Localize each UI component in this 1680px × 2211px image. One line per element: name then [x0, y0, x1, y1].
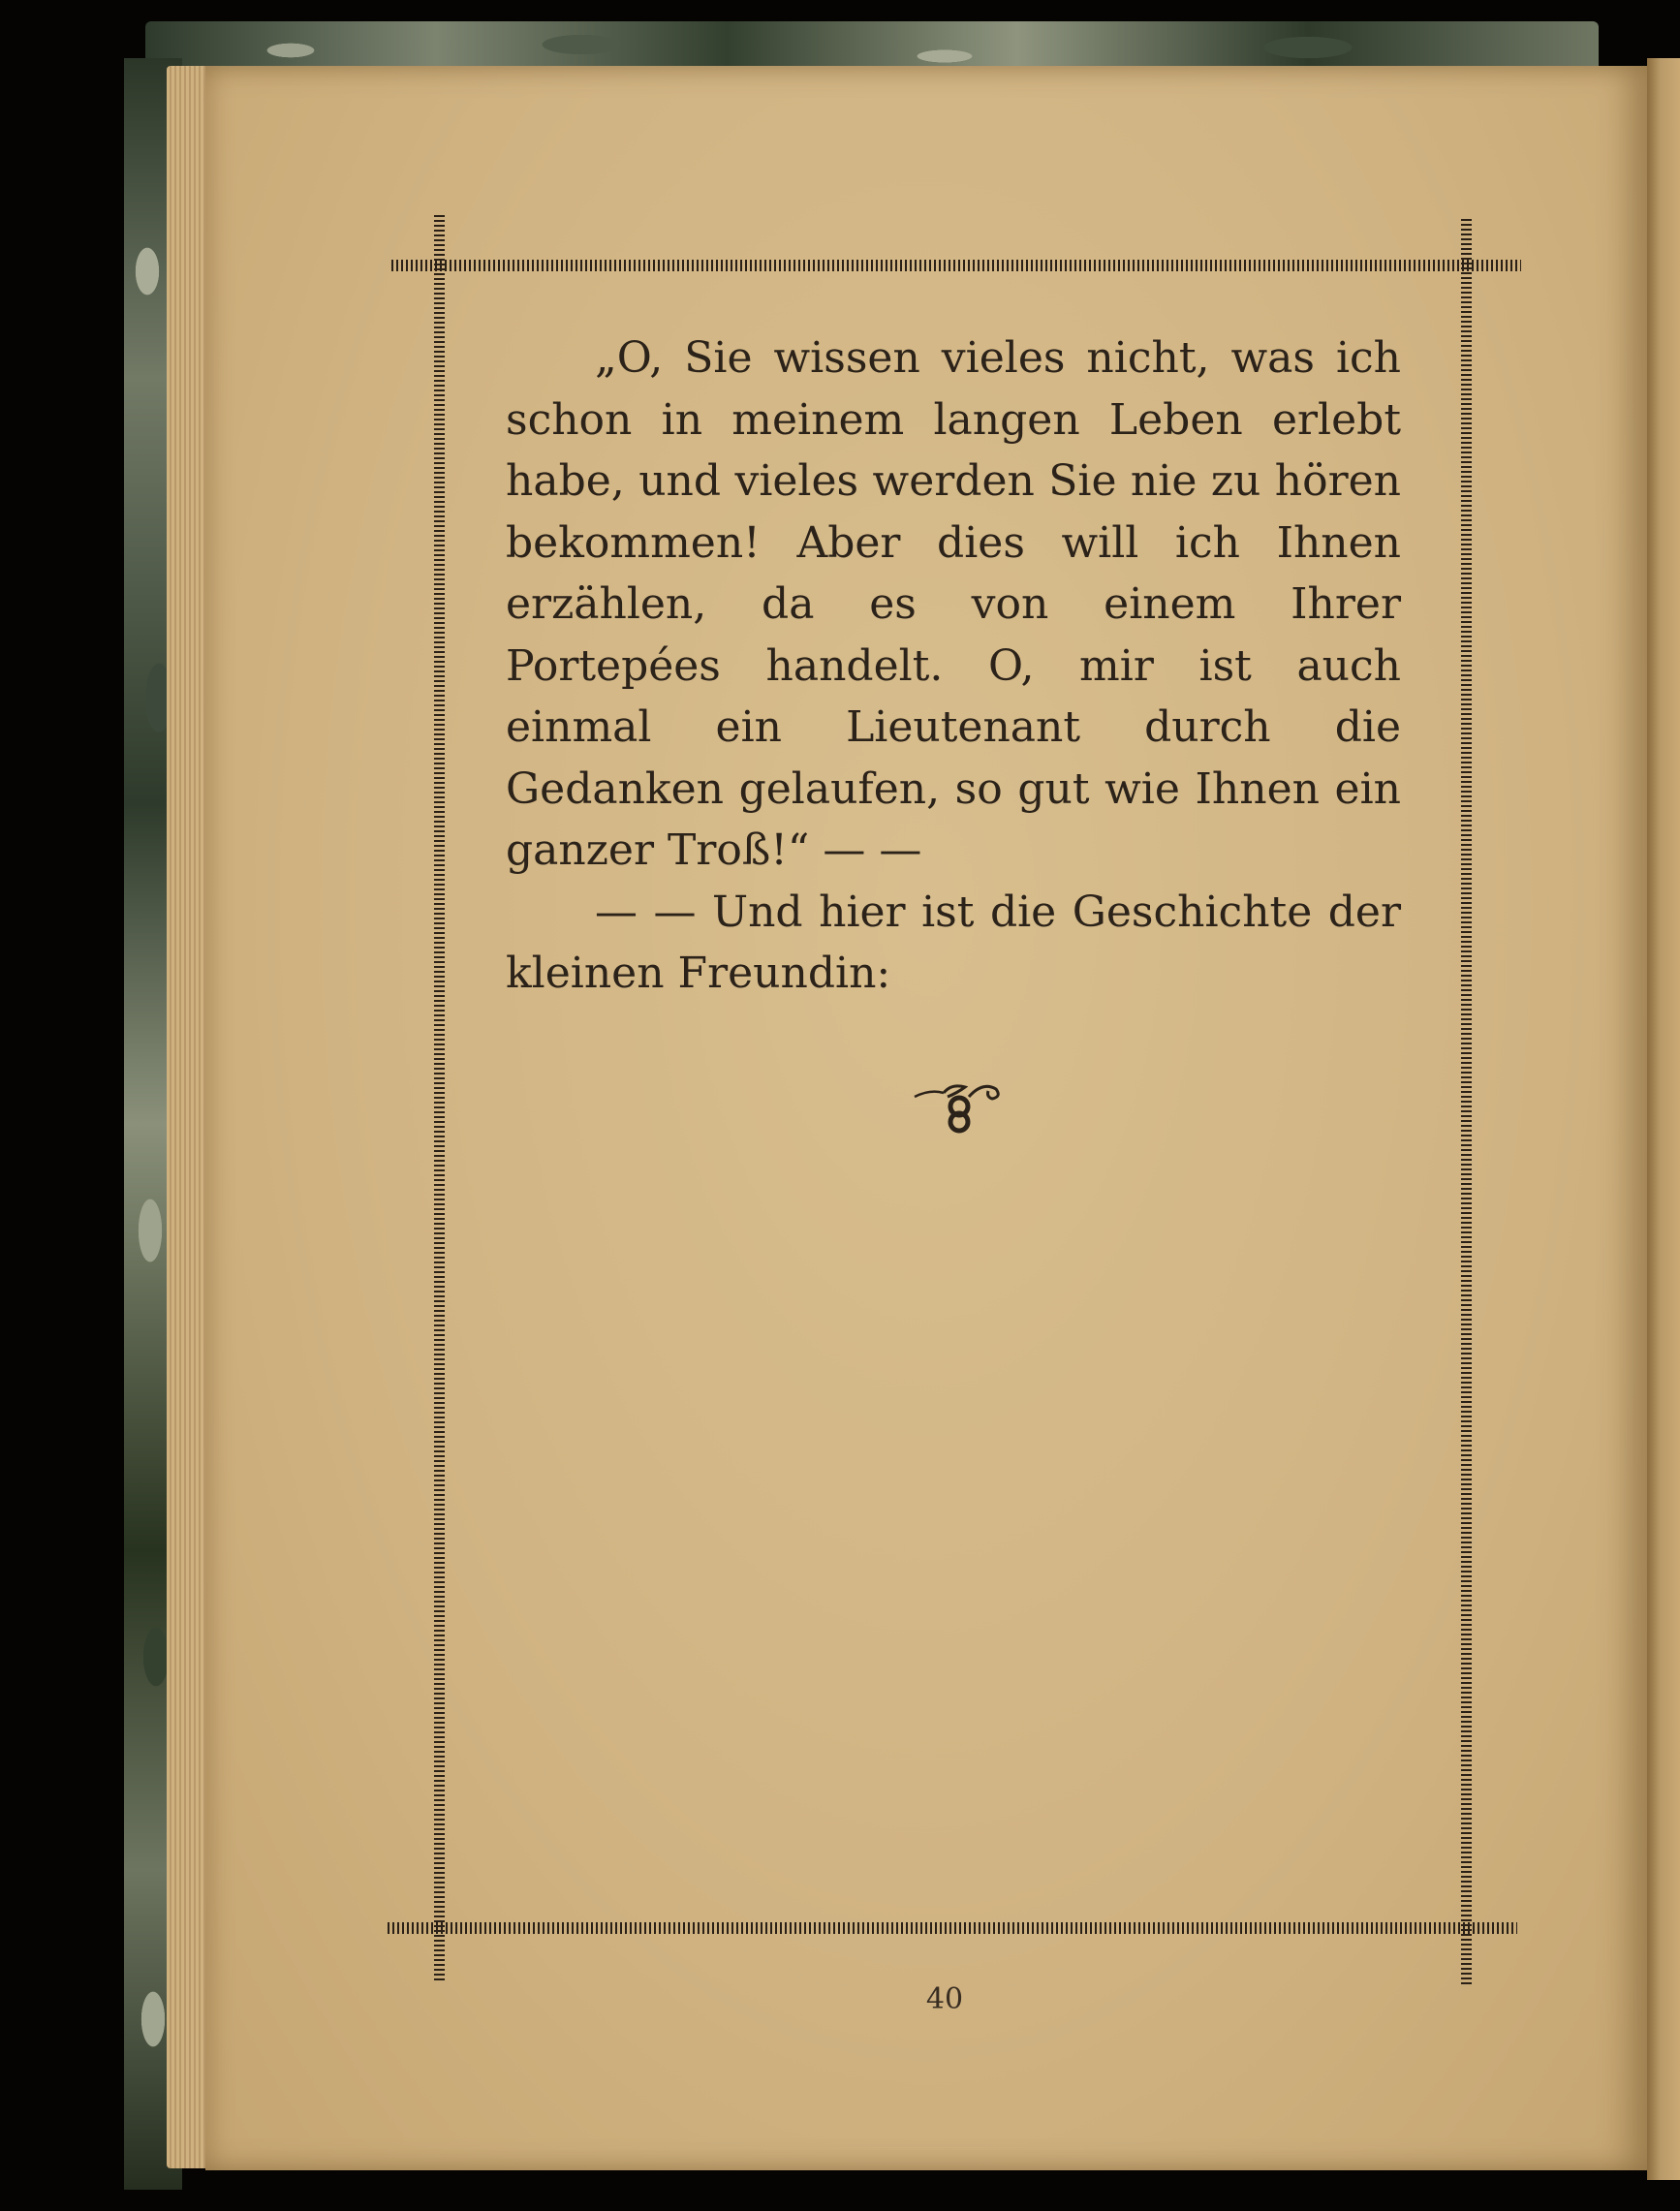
frame-rule-bottom	[388, 1922, 1517, 1934]
frame-rule-left	[434, 215, 445, 1982]
decorative-flourish-icon	[911, 1075, 1008, 1134]
body-text	[506, 327, 1401, 1005]
paragraph: „O, Sie wissen vieles nicht, was ich schon in meinem langen Leben erlebt habe, und vieles werden Sie nie zu hören bekommen! Aber dies will ich Ihnen erzählen, da es von einem Ihrer Portepées handelt. O, mir ist auch einmal ein Lieutenant durch die Gedanken gelaufen, so gut wie Ihnen ein ganzer Troß!“ — —	[506, 333, 1401, 875]
frame-rule-right	[1461, 219, 1472, 1984]
facing-page-edge	[1647, 58, 1680, 2180]
paragraph: — — Und hier ist die Geschichte der kleinen Freundin:	[506, 887, 1401, 998]
frame-rule-top	[391, 260, 1521, 271]
page-number: 40	[925, 1982, 964, 2016]
